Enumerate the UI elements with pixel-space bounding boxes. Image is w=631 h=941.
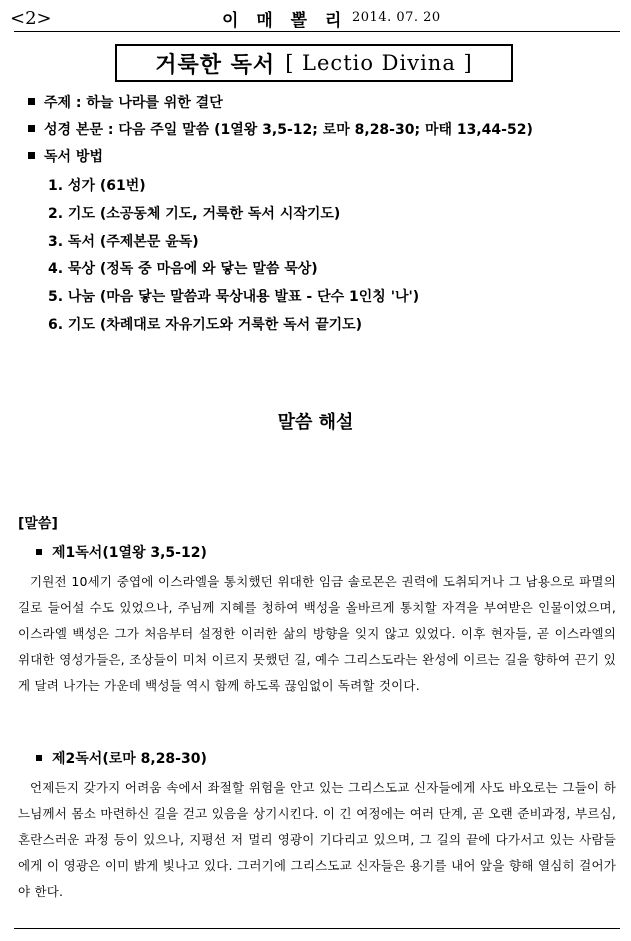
method-label: 독서 방법	[44, 149, 103, 165]
method-step: 3. 독서 (주제본문 윤독)	[48, 234, 199, 250]
first-reading-title-text: 제1독서(1열왕 3,5-12)	[52, 545, 207, 561]
square-bullet-icon	[28, 98, 35, 105]
word-label: [말씀]	[18, 516, 58, 532]
method-label-line	[28, 146, 103, 166]
scripture-text: 성경 본문 : 다음 주일 말씀 (1열왕 3,5-12; 로마 8,28-30; 마태 13,44-52)	[44, 122, 533, 138]
issue-date: 2014. 07. 20	[352, 10, 441, 25]
commentary-heading: 말씀 해설	[277, 412, 354, 433]
second-reading-title-text: 제2독서(로마 8,28-30)	[52, 751, 207, 767]
theme-text: 주제 : 하늘 나라를 위한 결단	[44, 95, 223, 111]
second-reading-title	[36, 748, 207, 768]
second-reading-paragraph: 언제든지 갖가지 어려움 속에서 좌절할 위험을 안고 있는 그리스도교 신자들에게 사도 바오로는 그들이 하느님께서 몸소 마련하신 길을 걷고 있음을 상기시킨다. 이 긴 여정에는 여러 단계, 곧 오랜 준비과정, 부르심, 혼란스러운 과정 등이 있으나, 지평선 저 멀리 영광이 기다리고 있으며, 그 길의 끝에 다가서고 있는 사람들에게 이 영광은 이미 밝게 빛나고 있다. 그러기에 그리스도교 신자들은 용기를 내어 앞을 향해 열심히 걸어가야 한다.	[18, 780, 616, 899]
method-step: 1. 성가 (61번)	[48, 178, 146, 194]
theme-line	[28, 92, 223, 112]
page-number: <2>	[10, 8, 52, 29]
newsletter-name: 이 매 뽈 리	[222, 11, 348, 31]
page-title-korean: 거룩한 독서	[155, 52, 276, 78]
method-step: 2. 기도 (소공동체 기도, 거룩한 독서 시작기도)	[48, 206, 341, 222]
header-rule	[14, 31, 620, 32]
square-bullet-icon	[36, 549, 42, 555]
method-step: 4. 묵상 (정독 중 마음에 와 닿는 말씀 묵상)	[48, 261, 318, 277]
square-bullet-icon	[36, 755, 42, 761]
method-step: 5. 나눔 (마음 닿는 말씀과 묵상내용 발표 - 단수 1인칭 '나')	[48, 289, 420, 305]
square-bullet-icon	[28, 125, 35, 132]
first-reading-paragraph: 기원전 10세기 중엽에 이스라엘을 통치했던 위대한 임금 솔로몬은 권력에 도취되거나 그 남용으로 파멸의 길로 들어설 수도 있었으나, 주님께 지혜를 청하여 백성을 올바르게 통치할 자격을 부여받은 인물이었으며, 이스라엘 백성은 그가 처음부터 설정한 이러한 삶의 방향을 잊지 않고 있었다. 이후 현자들, 곧 이스라엘의 위대한 영성가들은, 조상들이 미처 이르지 못했던 길, 예수 그리스도라는 완성에 이르는 길을 향하여 끈기 있게 달려 나가는 가운데 백성들 역시 함께 하도록 끊임없이 독려할 것이다.	[18, 574, 616, 693]
method-step: 6. 기도 (차례대로 자유기도와 거룩한 독서 끝기도)	[48, 317, 363, 333]
footer-rule	[14, 928, 620, 929]
first-reading-title	[36, 542, 207, 562]
square-bullet-icon	[28, 152, 35, 159]
page-title-box	[115, 44, 513, 82]
scripture-line	[28, 119, 533, 139]
page-title-latin: [ Lectio Divina ]	[285, 51, 473, 75]
